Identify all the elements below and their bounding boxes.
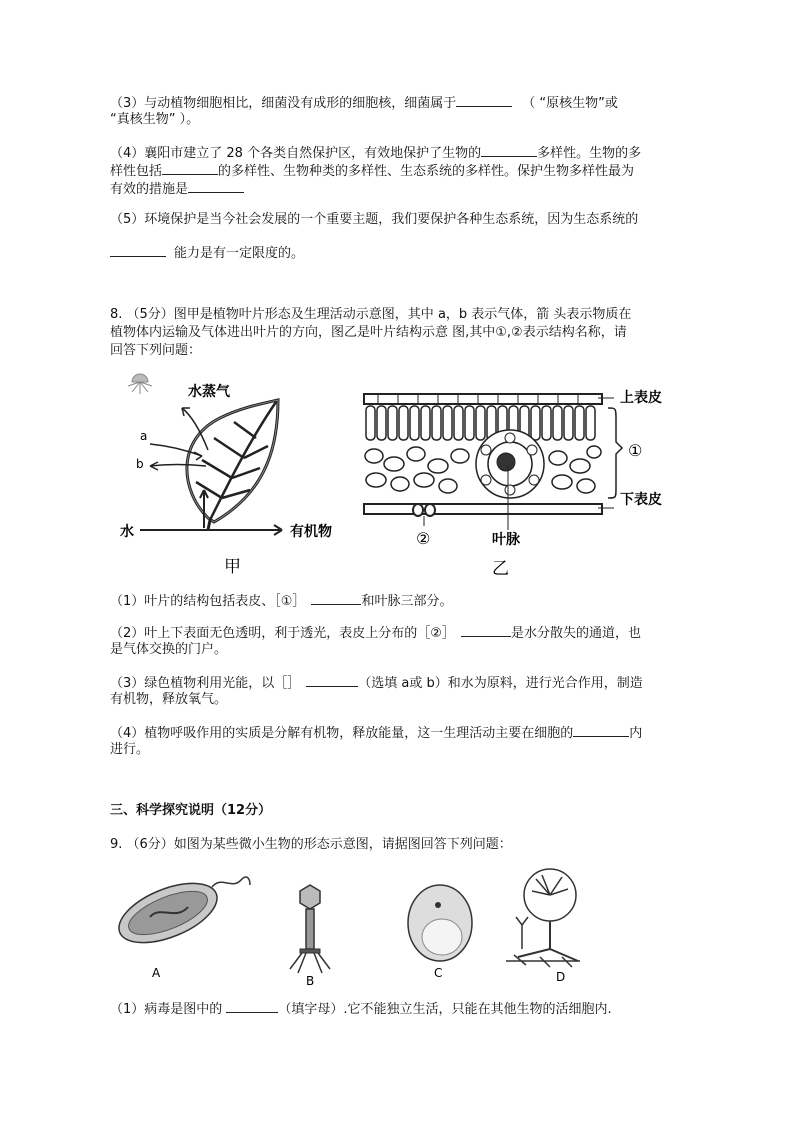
q7-part4-line2: 样性包括 的多样性、生物种类的多样性、生态系统的多样性。保护生物多样性最为: [110, 160, 634, 182]
answer-blank[interactable]: [461, 622, 511, 637]
q8-stem-line1: 8. （5分）图甲是植物叶片形态及生理活动示意图，其中 a，b 表示气体，箭 头表示物质在: [110, 307, 632, 322]
label-a: A: [152, 966, 161, 980]
answer-blank[interactable]: [162, 160, 218, 175]
q8-part3-line1: （3）绿色植物利用光能，以［］ （选填 a或 b）和水为原料，进行光合作用，制造: [110, 672, 643, 694]
microorganism-figures: [110, 865, 580, 990]
upper-epidermis-label: 上表皮: [620, 390, 662, 406]
upper-epidermis: [364, 394, 602, 404]
answer-blank[interactable]: [110, 242, 166, 257]
vein-label: 叶脉: [492, 532, 520, 548]
q8-stem-line3: 回答下列问题：: [110, 343, 202, 358]
q8-part4-line1: （4）植物呼吸作用的实质是分解有机物，释放能量，这一生理活动主要在细胞的 内: [110, 722, 642, 744]
q7-part4-line3: 有效的措施是: [110, 178, 244, 200]
q7-part3-line1: （3）与动植物细胞相比，细菌没有成形的细胞核，细菌属于 （ “原核生物”或: [110, 92, 618, 114]
answer-blank[interactable]: [456, 92, 512, 107]
label-c: C: [434, 966, 443, 980]
q9-part1: （1）病毒是图中的 （填字母）.它不能独立生活，只能在其他生物的活细胞内.: [110, 998, 612, 1020]
structure-2-label: ②: [416, 529, 431, 548]
palisade-layer: [366, 406, 595, 440]
figure-caption-jia: 甲: [224, 557, 241, 577]
answer-blank[interactable]: [226, 998, 278, 1013]
water-label: 水: [120, 524, 134, 540]
yeast-c: [408, 885, 472, 961]
q7-part5-line1: （5）环境保护是当今社会发展的一个重要主题，我们要保护各种生态系统，因为生态系统的: [110, 212, 639, 227]
virus-b: [290, 885, 330, 973]
answer-blank[interactable]: [306, 672, 358, 687]
vein-bundle: [476, 430, 544, 498]
leaf-diagram-jia: [110, 370, 350, 580]
q7-part3-line2: “真核生物” ）。: [110, 112, 200, 127]
q8-stem-line2: 植物体内运输及气体进出叶片的方向，图乙是叶片结构示意 图,其中①,②表示结构名称，请: [110, 325, 627, 340]
q8-part4-line2: 进行。: [110, 742, 150, 757]
answer-blank[interactable]: [311, 590, 361, 605]
answer-blank[interactable]: [188, 178, 244, 193]
organic-matter-label: 有机物: [290, 524, 332, 540]
answer-blank[interactable]: [481, 142, 537, 157]
q7-part4-line1: （4）襄阳市建立了 28 个各类自然保护区，有效地保护了生物的 多样性。生物的多: [110, 142, 641, 164]
q7-part5-line2: 能力是有一定限度的。: [110, 242, 304, 264]
gas-b-label: b: [136, 457, 144, 471]
q8-part2-line2: 是气体交换的门户。: [110, 642, 228, 657]
sun-icon: [128, 374, 152, 394]
q8-part1: （1）叶片的结构包括表皮、［①］ 和叶脉三部分。: [110, 590, 452, 612]
lower-epidermis-label: 下表皮: [620, 492, 662, 508]
section-heading: 三、科学探究说明（12分）: [110, 803, 272, 818]
mold-d: [506, 869, 580, 967]
q9-stem: 9. （6分）如图为某些微小生物的形态示意图，请据图回答下列问题：: [110, 837, 512, 852]
gas-a-label: a: [140, 429, 148, 443]
mesophyll-bracket: [608, 408, 622, 498]
label-b: B: [306, 974, 315, 988]
leaf-cross-section-yi: [358, 380, 688, 580]
label-d: D: [556, 970, 566, 984]
answer-blank[interactable]: [573, 722, 629, 737]
lower-epidermis: [364, 504, 602, 514]
bacterium-a: [111, 871, 250, 954]
q8-part3-line2: 有机物，释放氧气。: [110, 692, 228, 707]
structure-1-label: ①: [628, 441, 643, 460]
water-vapor-label: 水蒸气: [188, 384, 230, 400]
q8-part2-line1: （2）叶上下表面无色透明，利于透光，表皮上分布的［②］ 是水分散失的通道，也: [110, 622, 641, 644]
figure-caption-yi: 乙: [492, 559, 509, 579]
